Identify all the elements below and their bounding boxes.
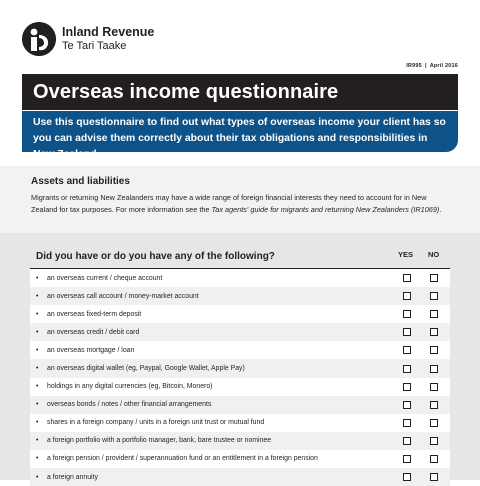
assets-text: Migrants or returning New Zealanders may have a wide range of foreign financial interests they need to account for in New Zealand for tax purposes. For more information see the Tax agents' guide for migrants and returning New Zealanders (IR1069). <box>31 193 442 214</box>
ird-logo <box>22 22 154 56</box>
no-column-label: NO <box>428 250 440 259</box>
question-row <box>30 305 450 323</box>
title-bar <box>22 74 458 110</box>
question-label: an overseas fixed-term deposit <box>47 310 142 318</box>
questionnaire-section <box>0 233 480 480</box>
question-row <box>30 468 450 486</box>
question-list <box>30 269 450 486</box>
question-label: an overseas credit / debit card <box>47 328 140 336</box>
yes-checkbox[interactable] <box>403 310 411 318</box>
guide-title: Tax agents' guide for migrants and returning New Zealanders (IR1069) <box>211 204 440 214</box>
intro-text: Use this questionnaire to find out what types of overseas income your client has so you can advise them correctly about their tax obligations and responsibilities in New Zealand. <box>22 111 458 152</box>
bullet-icon: • <box>36 292 39 300</box>
no-checkbox[interactable] <box>430 437 438 445</box>
bullet-icon: • <box>36 346 39 354</box>
yes-checkbox[interactable] <box>403 365 411 373</box>
bullet-icon: • <box>36 328 39 336</box>
assets-section <box>0 166 480 233</box>
question-label: a foreign annuity <box>47 473 98 481</box>
org-name-maori: Te Tari Taake <box>62 40 127 52</box>
bullet-icon: • <box>36 365 39 373</box>
question-label: an overseas call account / money-market account <box>47 292 199 300</box>
no-checkbox[interactable] <box>430 292 438 300</box>
no-checkbox[interactable] <box>430 455 438 463</box>
form-date: April 2016 <box>429 63 458 69</box>
question-row <box>30 378 450 396</box>
question-row <box>30 414 450 432</box>
question-label: shares in a foreign company / units in a foreign unit trust or mutual fund <box>47 419 265 427</box>
bullet-icon: • <box>36 310 39 318</box>
no-checkbox[interactable] <box>430 419 438 427</box>
bullet-icon: • <box>36 419 39 427</box>
no-checkbox[interactable] <box>430 365 438 373</box>
bullet-icon: • <box>36 437 39 445</box>
org-name: Inland Revenue <box>62 25 155 39</box>
yes-column-label: YES <box>398 250 414 259</box>
question-row <box>30 359 450 377</box>
yes-checkbox[interactable] <box>403 437 411 445</box>
bullet-icon: • <box>36 401 39 409</box>
question-label: an overseas mortgage / loan <box>47 346 135 354</box>
bullet-icon: • <box>36 383 39 391</box>
yes-checkbox[interactable] <box>403 455 411 463</box>
assets-heading: Assets and liabilities <box>31 176 130 187</box>
question-row <box>30 323 450 341</box>
yes-checkbox[interactable] <box>403 346 411 354</box>
form-meta: IR995 | April 2016 <box>406 63 458 69</box>
questionnaire-header <box>30 247 450 269</box>
question-row <box>30 450 450 468</box>
question-label: a foreign pension / provident / superannuation fund or an entitlement in a foreign pension <box>47 455 318 463</box>
question-row <box>30 341 450 359</box>
yes-checkbox[interactable] <box>403 401 411 409</box>
bullet-icon: • <box>36 455 39 463</box>
question-label: overseas bonds / notes / other financial arrangements <box>47 401 212 409</box>
question-row <box>30 432 450 450</box>
no-checkbox[interactable] <box>430 328 438 336</box>
question-label: an overseas digital wallet (eg, Paypal, Google Wallet, Apple Pay) <box>47 365 245 373</box>
yes-checkbox[interactable] <box>403 328 411 336</box>
no-checkbox[interactable] <box>430 346 438 354</box>
questionnaire-heading: Did you have or do you have any of the following? <box>36 251 275 262</box>
question-row <box>30 396 450 414</box>
yes-checkbox[interactable] <box>403 419 411 427</box>
no-checkbox[interactable] <box>430 274 438 282</box>
question-label: holdings in any digital currencies (eg, Bitcoin, Monero) <box>47 383 213 391</box>
ird-logo-icon <box>22 22 56 56</box>
page-title: Overseas income questionnaire <box>33 80 339 103</box>
question-label: a foreign portfolio with a portfolio manager, bank, bare trustee or nominee <box>47 437 272 445</box>
form-code: IR995 <box>406 63 422 69</box>
no-checkbox[interactable] <box>430 383 438 391</box>
no-checkbox[interactable] <box>430 310 438 318</box>
yes-checkbox[interactable] <box>403 383 411 391</box>
bullet-icon: • <box>36 473 39 481</box>
yes-checkbox[interactable] <box>403 274 411 282</box>
no-checkbox[interactable] <box>430 401 438 409</box>
question-label: an overseas current / cheque account <box>47 274 163 282</box>
question-row <box>30 269 450 287</box>
bullet-icon: • <box>36 274 39 282</box>
yes-checkbox[interactable] <box>403 292 411 300</box>
question-row <box>30 287 450 305</box>
